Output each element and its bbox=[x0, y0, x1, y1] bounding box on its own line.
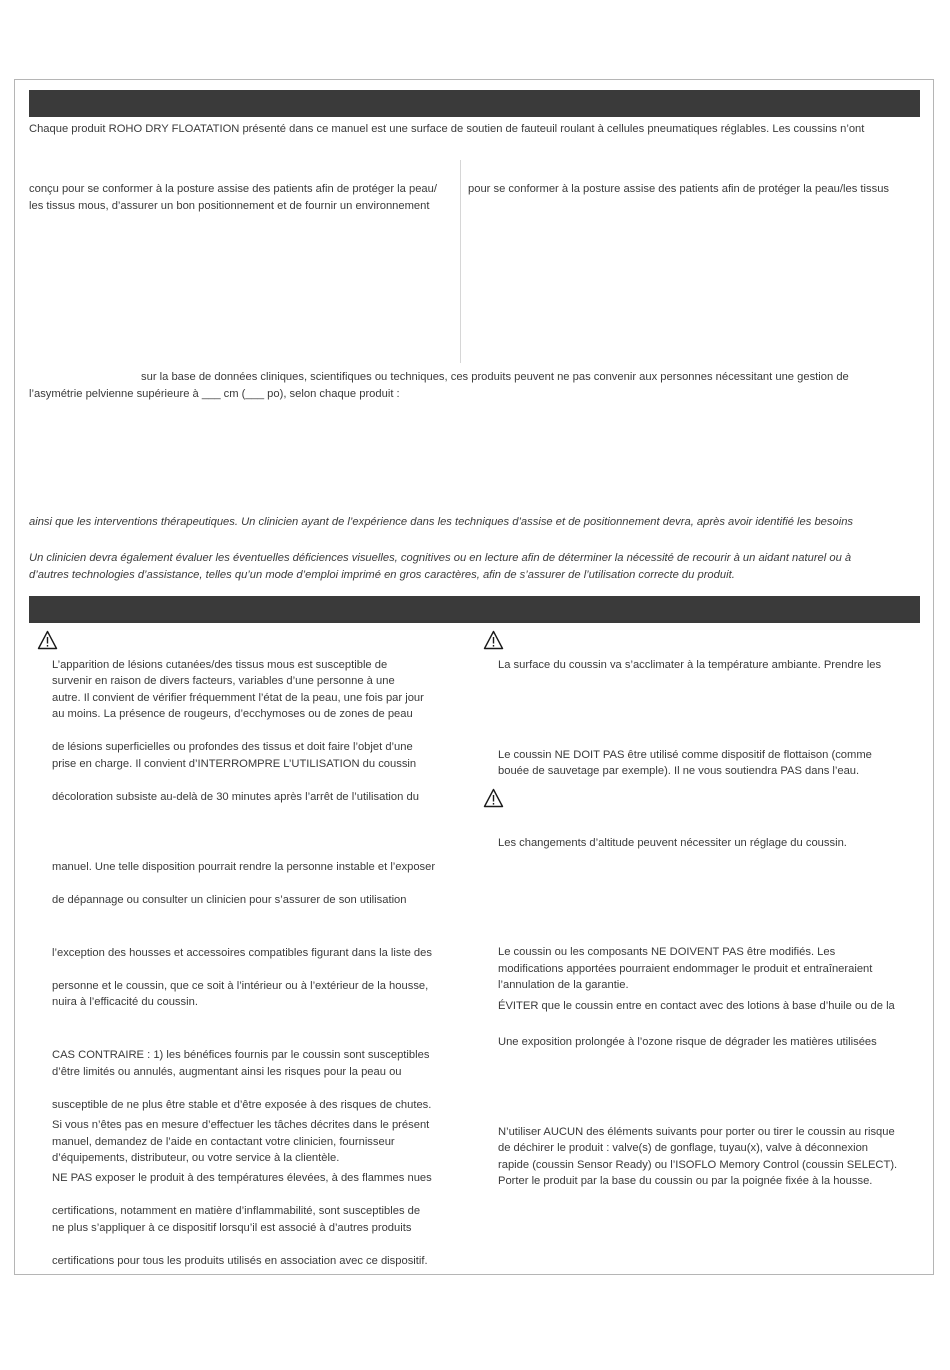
warning-left-line: nuira à l’efficacité du coussin. bbox=[52, 996, 198, 1008]
warning-triangle-icon bbox=[483, 630, 504, 650]
warning-left-line: de dépannage ou consulter un clinicien pour s’assurer de son utilisation bbox=[52, 894, 407, 906]
warning-right-line: bouée de sauvetage par exemple). Il ne vous soutiendra PAS dans l’eau. bbox=[498, 765, 860, 777]
warning-right-line: Le coussin NE DOIT PAS être utilisé comme dispositif de flottaison (comme bbox=[498, 749, 872, 761]
intro-left-line-2: les tissus mous, d’assurer un bon positionnement et de fournir un environnement bbox=[29, 200, 430, 212]
warning-right-line: l’annulation de la garantie. bbox=[498, 979, 629, 991]
warning-right-line: Une exposition prolongée à l’ozone risque de dégrader les matières utilisées bbox=[498, 1036, 877, 1048]
warning-left-line: L’apparition de lésions cutanées/des tissus mous est susceptible de bbox=[52, 659, 388, 671]
asymmetry-line-2: l’asymétrie pelvienne supérieure à ___ cm (___ po), selon chaque produit : bbox=[29, 388, 400, 400]
warning-triangle-icon bbox=[483, 788, 504, 808]
clinician-note-1: ainsi que les interventions thérapeutiques. Un clinicien ayant de l’expérience dans les techniques d’assise et de positionnement devra, après avoir identifié les besoins bbox=[29, 516, 854, 528]
column-divider bbox=[460, 160, 461, 363]
warning-right-line: N’utiliser AUCUN des éléments suivants pour porter ou tirer le coussin au risque bbox=[498, 1126, 895, 1138]
clinician-note-3: d’autres technologies d’assistance, telles qu’un mode d’emploi imprimé en gros caractères, afin de s’assurer de l’utilisation correcte du produit. bbox=[29, 569, 735, 581]
intro-right-line-1: pour se conformer à la posture assise des patients afin de protéger la peau/les tissus bbox=[468, 183, 890, 195]
warning-right-line: modifications apportées pourraient endommager le produit et entraîneraient bbox=[498, 963, 873, 975]
warning-right-line: de déchirer le produit : valve(s) de gonflage, tuyau(x), valve à déconnexion bbox=[498, 1142, 869, 1154]
clinician-note-2: Un clinicien devra également évaluer les éventuelles déficiences visuelles, cognitives ou en lecture afin de déterminer la nécessité de recourir à un aidant naturel ou à bbox=[29, 552, 852, 564]
intro-left-line-1: conçu pour se conformer à la posture assise des patients afin de protéger la peau/ bbox=[29, 183, 437, 195]
warning-right-line: Porter le produit par la base du coussin ou par la poignée fixée à la housse. bbox=[498, 1175, 873, 1187]
warning-left-line: autre. Il convient de vérifier fréquemment l’état de la peau, une fois par jour bbox=[52, 692, 424, 704]
warning-right-line: Le coussin ou les composants NE DOIVENT PAS être modifiés. Les bbox=[498, 946, 836, 958]
warning-left-line: manuel. Une telle disposition pourrait rendre la personne instable et l’exposer bbox=[52, 861, 436, 873]
warning-right-line: ÉVITER que le coussin entre en contact avec des lotions à base d’huile ou de la bbox=[498, 1000, 895, 1012]
warning-left-line: susceptible de ne plus être stable et d’être exposée à des risques de chutes. bbox=[52, 1099, 432, 1111]
warning-left-line: manuel, demandez de l’aide en contactant votre clinicien, fournisseur bbox=[52, 1136, 395, 1148]
warning-left-line: ne plus s’appliquer à ce dispositif lorsqu’il est associé à d’autres produits bbox=[52, 1222, 412, 1234]
section-header-bar-2 bbox=[29, 596, 920, 623]
warning-left-line: d’être limités ou annulés, augmentant ainsi les risques pour la peau ou bbox=[52, 1066, 402, 1078]
warning-left-line: Si vous n’êtes pas en mesure d’effectuer les tâches décrites dans le présent bbox=[52, 1119, 430, 1131]
warning-left-line: de lésions superficielles ou profondes des tissus et doit faire l’objet d’une bbox=[52, 741, 413, 753]
warning-left-line: d’équipements, distributeur, ou votre service à la clientèle. bbox=[52, 1152, 340, 1164]
warning-left-line: certifications, notamment en matière d’inflammabilité, sont susceptibles de bbox=[52, 1205, 421, 1217]
warning-left-line: personne et le coussin, que ce soit à l’intérieur ou à l’extérieur de la housse, bbox=[52, 980, 429, 992]
warning-triangle-icon bbox=[37, 630, 58, 650]
warning-left-line: l’exception des housses et accessoires compatibles figurant dans la liste des bbox=[52, 947, 432, 959]
intro-line: Chaque produit ROHO DRY FLOATATION présenté dans ce manuel est une surface de soutien de fauteuil roulant à cellules pneumatiques réglables. Les coussins n’ont bbox=[29, 123, 865, 135]
warning-right-line: Les changements d’altitude peuvent nécessiter un réglage du coussin. bbox=[498, 837, 847, 849]
warning-left-line: décoloration subsiste au-delà de 30 minutes après l’arrêt de l’utilisation du bbox=[52, 791, 419, 803]
warning-left-line: NE PAS exposer le produit à des températures élevées, à des flammes nues bbox=[52, 1172, 432, 1184]
warning-left-line: survenir en raison de divers facteurs, variables d’une personne à une bbox=[52, 675, 395, 687]
warning-left-line: prise en charge. Il convient d’INTERROMPRE L’UTILISATION du coussin bbox=[52, 758, 417, 770]
section-header-bar-1 bbox=[29, 90, 920, 117]
warning-left-line: CAS CONTRAIRE : 1) les bénéfices fournis par le coussin sont susceptibles bbox=[52, 1049, 430, 1061]
warning-right-line: rapide (coussin Sensor Ready) ou l’ISOFLO Memory Control (coussin SELECT). bbox=[498, 1159, 898, 1171]
warning-left-line: au moins. La présence de rougeurs, d’ecchymoses ou de zones de peau bbox=[52, 708, 413, 720]
asymmetry-line-1: sur la base de données cliniques, scientifiques ou techniques, ces produits peuvent ne pas convenir aux personnes nécessitant une gestion de bbox=[141, 371, 849, 383]
warning-left-line: certifications pour tous les produits utilisés en association avec ce dispositif. bbox=[52, 1255, 428, 1267]
warning-right-line: La surface du coussin va s’acclimater à la température ambiante. Prendre les bbox=[498, 659, 882, 671]
